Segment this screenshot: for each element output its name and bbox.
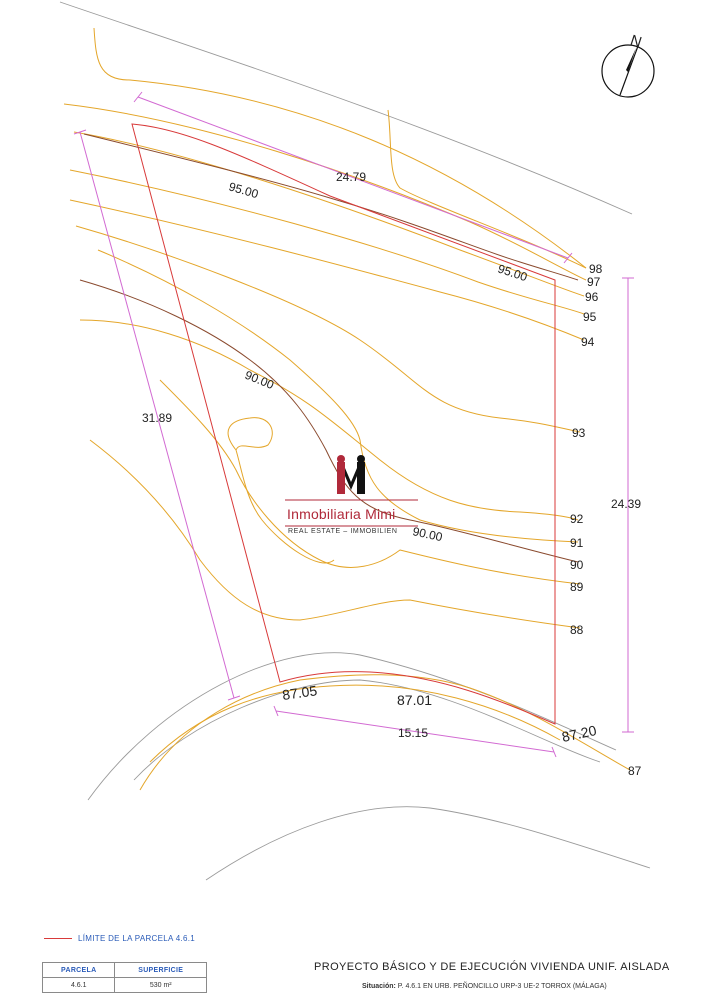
contour-label-92: 92	[570, 512, 584, 526]
table-header-parcela: PARCELA	[43, 963, 115, 978]
table-header-row	[43, 963, 207, 978]
contour-97	[64, 104, 586, 280]
table-header-superficie: SUPERFICIE	[115, 963, 207, 978]
map-label-90-a: 90.00	[242, 367, 276, 393]
contour-label-98: 98	[589, 262, 603, 276]
contour-87b	[150, 685, 560, 762]
table-cell-parcela: 4.6.1	[43, 978, 115, 993]
contour-label-94: 94	[581, 335, 595, 349]
parcel-limit	[132, 124, 555, 724]
elevation-87-05: 87.05	[281, 682, 319, 703]
contour-95	[70, 170, 584, 314]
contour-91	[98, 250, 578, 545]
watermark-brand-b: Mimi	[365, 506, 396, 522]
watermark-subtitle: REAL ESTATE – IMMOBILIEN	[288, 528, 398, 535]
table-cell-superficie: 530 m²	[115, 978, 207, 993]
north-arrow-head	[626, 48, 636, 72]
contour-pocket	[228, 418, 334, 563]
map-label-95-b: 95.00	[496, 261, 529, 285]
contour-label-95: 95	[583, 310, 597, 324]
dim-label-right: 24.39	[611, 497, 642, 511]
dimension-labels	[142, 170, 641, 740]
contour-label-87: 87	[628, 764, 642, 778]
north-arrow	[602, 32, 654, 97]
watermark-brand	[287, 506, 395, 522]
situacion-label: Situación:	[362, 983, 396, 990]
parcel-table	[42, 962, 207, 993]
map-label-95-a: 95.00	[227, 179, 260, 202]
elevation-87-01: 87.01	[397, 692, 433, 708]
dim-top-tick-a	[134, 92, 142, 102]
watermark-brand-a: Inmobiliaria	[287, 506, 361, 522]
contour-label-88: 88	[570, 623, 584, 637]
legend-label: LÍMITE DE LA PARCELA 4.6.1	[78, 934, 196, 943]
contour-87	[140, 675, 630, 790]
dim-label-bottom: 15.15	[398, 726, 429, 740]
contour-label-90: 90	[570, 558, 584, 572]
dim-label-top: 24.79	[336, 170, 367, 184]
situacion-value: P. 4.6.1 EN URB. PEÑONCILLO URP-3 UE-2 TORROX (MÁLAGA)	[397, 983, 607, 990]
project-title: PROYECTO BÁSICO Y DE EJECUCIÓN VIVIENDA UNIF. AISLADA	[314, 961, 670, 973]
dim-label-left: 31.89	[142, 411, 173, 425]
contour-89	[160, 380, 580, 584]
legend	[44, 934, 195, 943]
contour-98b	[388, 110, 586, 268]
north-arrow-needle	[620, 46, 638, 95]
contour-label-93: 93	[572, 426, 586, 440]
table-row	[43, 978, 207, 993]
contour-label-91: 91	[570, 536, 584, 550]
contour-lines	[64, 28, 630, 790]
legend-line-icon	[44, 938, 72, 939]
contour-95-major	[84, 134, 578, 280]
major-contours	[80, 134, 578, 562]
contour-label-89: 89	[570, 580, 584, 594]
contour-label-96: 96	[585, 290, 599, 304]
contour-label-97: 97	[587, 275, 601, 289]
road-curve-2	[134, 680, 600, 780]
situacion-line	[362, 983, 607, 990]
north-letter: N	[628, 31, 644, 52]
map-label-90-b: 90.00	[411, 524, 444, 545]
elevation-87-20: 87.20	[560, 721, 598, 745]
road-curve-3	[206, 807, 650, 880]
contour-98	[94, 28, 586, 268]
